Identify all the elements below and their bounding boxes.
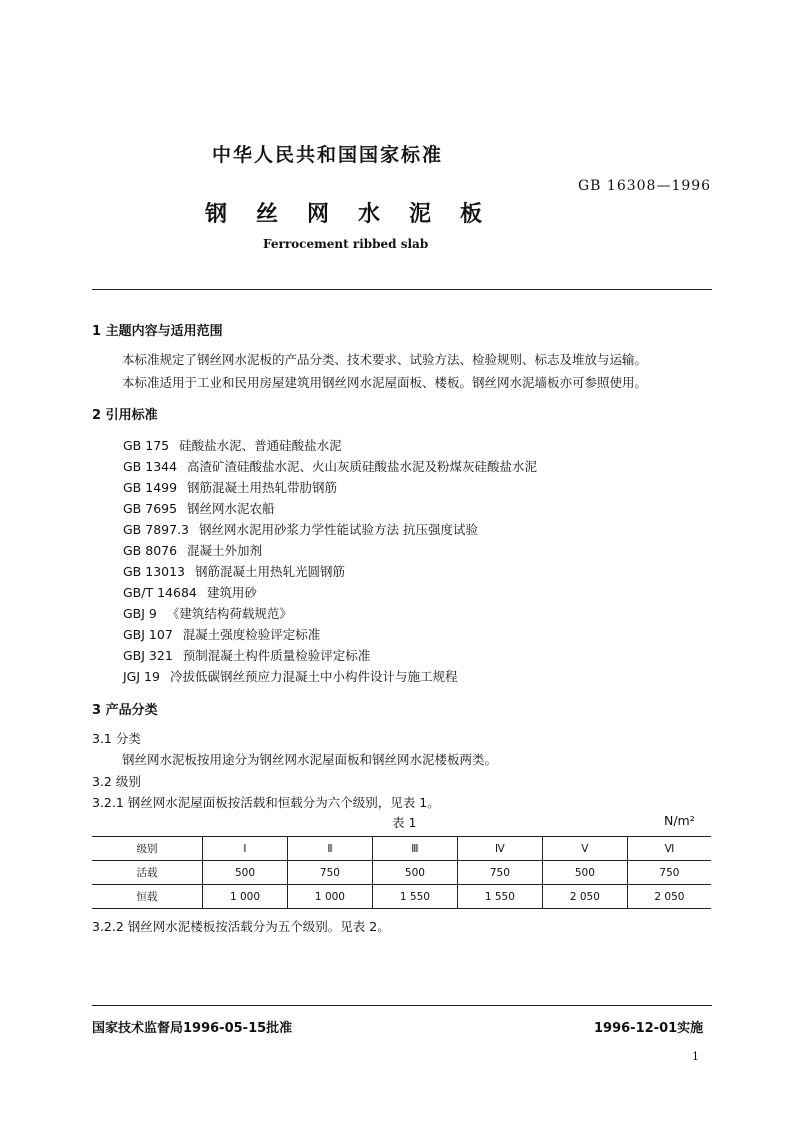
footer-divider	[92, 1005, 712, 1006]
table-cell: 2 050	[627, 885, 711, 909]
section-3-2-2-text: 3.2.2 钢丝网水泥楼板按活载分为五个级别。见表 2。	[92, 919, 390, 934]
table-cell: Ⅵ	[627, 837, 711, 861]
section-1-para-2: 本标准适用于工业和民用房屋建筑用钢丝网水泥屋面板、楼板。钢丝网水泥墙板亦可参照使用。	[122, 375, 648, 390]
table-cell: 750	[627, 861, 711, 885]
section-3-heading: 3 产品分类	[92, 703, 158, 718]
table-row	[92, 861, 711, 885]
reference-item: GB 7695 钢丝网水泥农船	[123, 501, 275, 516]
table-cell: Ⅴ	[542, 837, 627, 861]
section-3-1-text: 钢丝网水泥板按用途分为钢丝网水泥屋面板和钢丝网水泥楼板两类。	[122, 752, 498, 767]
table-cell: 500	[203, 861, 288, 885]
reference-item: GB/T 14684 建筑用砂	[123, 585, 257, 600]
section-3-1-heading: 3.1 分类	[92, 731, 141, 746]
reference-item: GB 7897.3 钢丝网水泥用砂浆力学性能试验方法 抗压强度试验	[123, 522, 478, 537]
table-cell: 恒载	[92, 885, 203, 909]
standard-title: 钢丝网水泥板	[205, 202, 512, 227]
table-row	[92, 885, 711, 909]
table-cell: 1 550	[372, 885, 457, 909]
section-2-heading: 2 引用标准	[92, 408, 158, 423]
table-cell: Ⅱ	[287, 837, 372, 861]
standard-number: GB 16308—1996	[578, 178, 712, 194]
reference-item: GBJ 9 《建筑结构荷载规范》	[123, 606, 292, 621]
table-cell: Ⅰ	[203, 837, 288, 861]
reference-item: GBJ 107 混凝土强度检验评定标准	[123, 627, 321, 642]
section-1-para-1: 本标准规定了钢丝网水泥板的产品分类、技术要求、试验方法、检验规则、标志及堆放与运输。	[122, 352, 648, 367]
reference-item: JGJ 19 冷拔低碳钢丝预应力混凝土中小构件设计与施工规程	[123, 669, 458, 684]
table-cell: 750	[457, 861, 542, 885]
page-number: 1	[692, 1050, 699, 1063]
table-cell: 1 550	[457, 885, 542, 909]
reference-item: GB 1499 钢筋混凝土用热轧带肋钢筋	[123, 480, 338, 495]
table-cell: 1 000	[203, 885, 288, 909]
section-3-2-heading: 3.2 级别	[92, 774, 141, 789]
table-cell: 500	[372, 861, 457, 885]
effective-date: 1996-12-01实施	[594, 1021, 704, 1036]
table-cell: Ⅲ	[372, 837, 457, 861]
reference-item: GB 175 硅酸盐水泥、普通硅酸盐水泥	[123, 438, 342, 453]
table-cell: 2 050	[542, 885, 627, 909]
approval-line: 国家技术监督局1996-05-15批准	[92, 1021, 293, 1036]
table-cell: 750	[287, 861, 372, 885]
section-1-heading: 1 主题内容与适用范围	[92, 324, 223, 339]
issuing-org: 中华人民共和国国家标准	[212, 144, 444, 166]
table-cell: 500	[542, 861, 627, 885]
reference-item: GBJ 321 预制混凝土构件质量检验评定标准	[123, 648, 371, 663]
table-1-caption: 表 1	[392, 815, 417, 830]
table-cell: 活载	[92, 861, 203, 885]
header-divider	[92, 289, 712, 290]
table-cell: 1 000	[287, 885, 372, 909]
reference-item: GB 13013 钢筋混凝土用热轧光圆钢筋	[123, 564, 346, 579]
table-1-unit: N/m²	[664, 813, 695, 828]
table-cell: 级别	[92, 837, 203, 861]
table-cell: Ⅳ	[457, 837, 542, 861]
reference-item: GB 8076 混凝土外加剂	[123, 543, 263, 558]
section-3-2-1-text: 3.2.1 钢丝网水泥屋面板按活载和恒载分为六个级别，见表 1。	[92, 795, 440, 810]
reference-item: GB 1344 高渣矿渣硅酸盐水泥、火山灰质硅酸盐水泥及粉煤灰硅酸盐水泥	[123, 459, 538, 474]
table-row	[92, 837, 711, 861]
english-title: Ferrocement ribbed slab	[263, 237, 429, 251]
load-grade-table	[92, 836, 711, 909]
